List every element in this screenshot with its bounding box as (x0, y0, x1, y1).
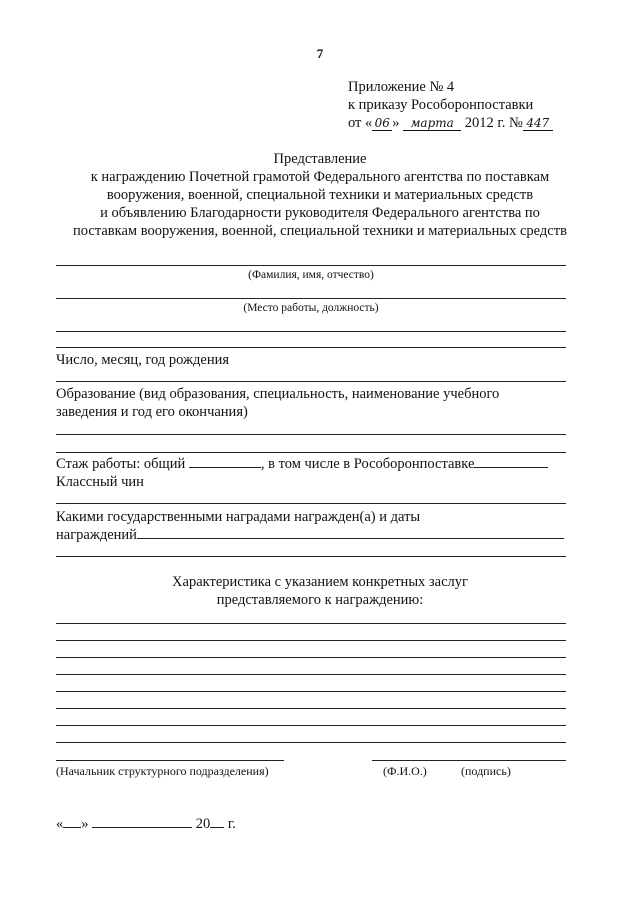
characteristic-line[interactable] (56, 708, 566, 709)
head-label: (Начальник структурного подразделения) (56, 764, 269, 778)
awards-row (56, 526, 564, 544)
head-signature-line[interactable] (56, 760, 284, 761)
annex-order-reference: к приказу Рособоронпоставки (348, 97, 534, 113)
annex-order-date (348, 114, 553, 132)
signature-fio-label: (Ф.И.О.) (383, 764, 427, 778)
fio-caption: (Фамилия, имя, отчество) (248, 269, 374, 281)
date-prefix: от « (348, 115, 373, 131)
title-line-2: к награждению Почетной грамотой Федерального агентства по поставкам (90, 169, 550, 185)
date-mid: » (392, 115, 400, 131)
title-line-5: поставкам вооружения, военной, специальной техники и материальных средств (73, 223, 567, 239)
experience-agency-label: , в том числе в Рособоронпоставке (260, 456, 475, 472)
characteristic-line[interactable] (56, 742, 566, 743)
workplace-caption: (Место работы, должность) (243, 302, 379, 314)
birth-label: Число, месяц, год рождения (56, 352, 230, 368)
title-line-3: вооружения, военной, специальной техники и материальных средств (106, 187, 534, 203)
annex-number: Приложение № 4 (348, 79, 455, 95)
title-line-4: и объявлению Благодарности руководителя Федерального агентства по (100, 205, 540, 221)
education-label: Образование (вид образования, специальность, наименование учебного (56, 386, 500, 402)
characteristic-line[interactable] (56, 623, 566, 624)
date-year-suffix: г. (227, 816, 236, 832)
handwritten-month: марта (403, 116, 461, 131)
awards-label-2: награждений (56, 527, 137, 543)
experience-total-field[interactable] (189, 455, 261, 468)
handwritten-order-number: 447 (523, 116, 553, 131)
characteristic-line[interactable] (56, 674, 566, 675)
experience-row (56, 455, 548, 473)
awards-label: Какими государственными наградами награжден(а) и даты (56, 509, 421, 525)
education-line-2[interactable] (56, 452, 566, 453)
workplace-line-2[interactable] (56, 331, 566, 332)
characteristic-line[interactable] (56, 725, 566, 726)
characteristic-title: Характеристика с указанием конкретных заслуг (172, 574, 468, 590)
document-title: Представление (273, 151, 367, 167)
date-month-field[interactable] (92, 815, 192, 828)
date-year: 2012 г. № (464, 115, 523, 131)
characteristic-subtitle: представляемого к награждению: (216, 592, 424, 608)
workplace-line[interactable] (56, 298, 566, 299)
date-open-quote: « (56, 816, 64, 832)
fio-signature-line[interactable] (372, 760, 566, 761)
workplace-line-3[interactable] (56, 347, 566, 348)
characteristic-line[interactable] (56, 640, 566, 641)
awards-line[interactable] (56, 556, 566, 557)
date-row (56, 815, 236, 833)
class-rank-line[interactable] (56, 503, 566, 504)
date-year-field[interactable] (210, 815, 224, 828)
date-year-prefix: 20 (195, 816, 211, 832)
experience-label: Стаж работы: общий (56, 456, 186, 472)
page-number: 7 (316, 46, 324, 61)
handwritten-day: 06 (372, 116, 392, 131)
education-label-2: заведения и год его окончания) (56, 404, 248, 420)
class-rank-label: Классный чин (56, 474, 144, 490)
characteristic-line[interactable] (56, 657, 566, 658)
education-line[interactable] (56, 434, 566, 435)
date-day-field[interactable] (63, 815, 81, 828)
experience-agency-field[interactable] (474, 455, 548, 468)
signature-sign-label: (подпись) (461, 764, 511, 778)
awards-field[interactable] (137, 526, 564, 539)
birth-line[interactable] (56, 381, 566, 382)
date-close-quote: » (81, 816, 89, 832)
fio-line[interactable] (56, 265, 566, 266)
characteristic-line[interactable] (56, 691, 566, 692)
